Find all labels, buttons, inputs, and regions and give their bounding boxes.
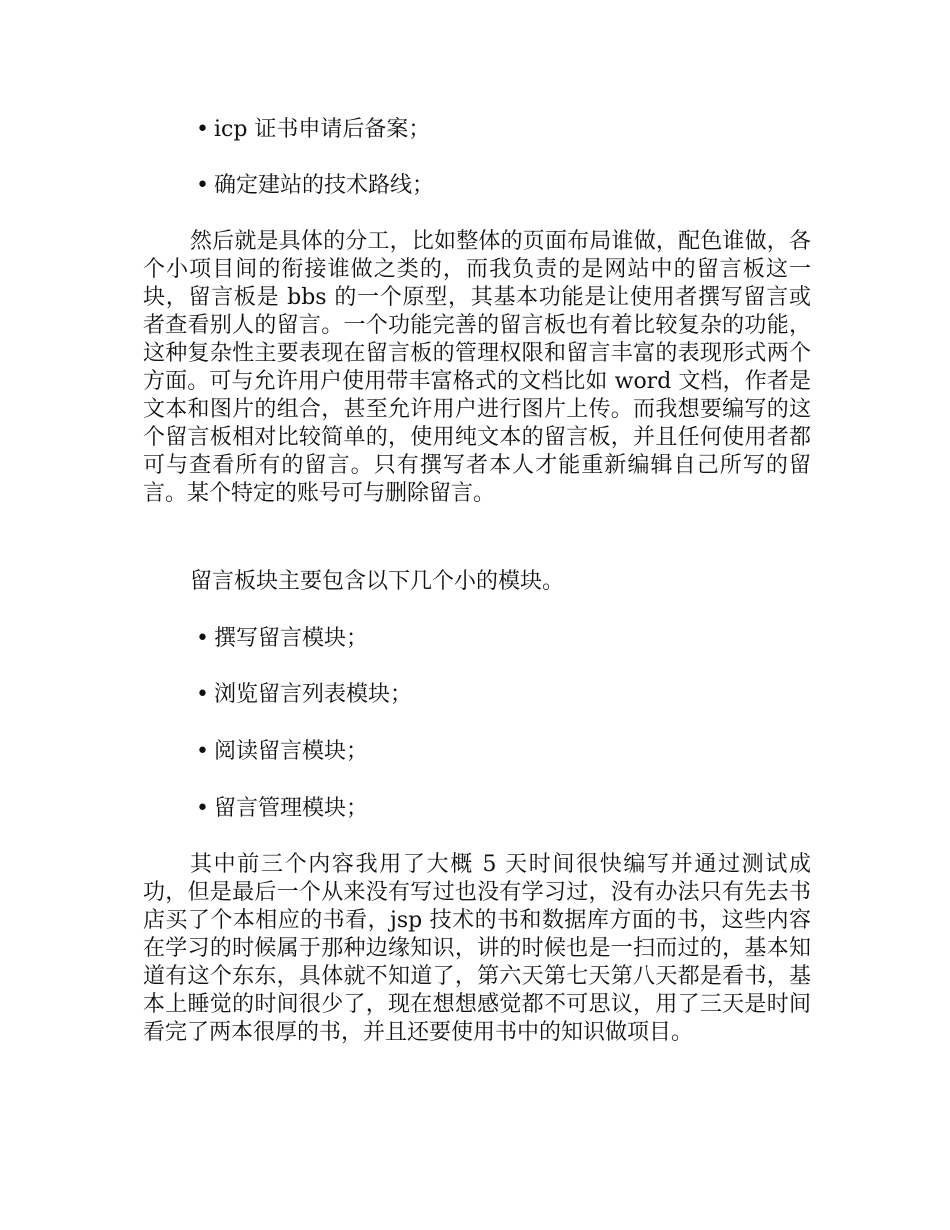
bullet-item-tech-route <box>196 172 434 200</box>
paragraph-division-of-work: 然后就是具体的分工，比如整体的页面布局谁做，配色谁做，各个小项目间的衔接谁做之类的，而我负责的是网站中的留言板这一块，留言板是 bbs 的一个原型，其基本功能是让使用者撰写留言或者查看别人的留言。一个功能完善的留言板也有着比较复杂的功能，这种复杂性主要表现在留言板的管理权限和留言丰富的表现形式两个方面。可与允许用户使用带丰富格式的文档比如 word 文档，作者是文本和图片的组合，甚至允许用户进行图片上传。而我想要编写的这个留言板相对比较简单的，使用纯文本的留言板，并且任何使用者都可与查看所有的留言。只有撰写者本人才能重新编辑自己所写的留言。某个特定的账号可与删除留言。 <box>143 229 811 506</box>
bullet-text: 阅读留言模块； <box>214 739 369 764</box>
bullet-dot: • <box>196 117 209 142</box>
bullet-text: icp 证书申请后备案； <box>214 117 431 142</box>
bullet-dot: • <box>196 796 209 821</box>
paragraph-modules-intro: 留言板块主要包含以下几个小的模块。 <box>190 569 565 594</box>
bullet-dot: • <box>196 626 209 651</box>
bullet-dot: • <box>196 739 209 764</box>
bullet-dot: • <box>196 682 209 707</box>
bullet-item-read-module <box>196 738 368 766</box>
bullet-item-icp <box>196 116 430 144</box>
bullet-text: 留言管理模块； <box>214 796 369 821</box>
bullet-text: 撰写留言模块； <box>214 626 369 651</box>
bullet-text: 确定建站的技术路线； <box>214 173 435 198</box>
bullet-item-write-module <box>196 625 368 653</box>
bullet-item-browse-module <box>196 681 412 709</box>
bullet-text: 浏览留言列表模块； <box>214 682 413 707</box>
bullet-item-manage-module <box>196 795 368 823</box>
paragraph-experience: 其中前三个内容我用了大概 5 天时间很快编写并通过测试成功，但是最后一个从来没有写过也没有学习过，没有办法只有先去书店买了个本相应的书看，jsp 技术的书和数据库方面的书，这些内容在学习的时候属于那种边缘知识，讲的时候也是一扫而过的，基本知道有这个东东，具体就不知道了，第六天第七天第八天都是看书，基本上睡觉的时间很少了，现在想想感觉都不可思议，用了三天是时间看完了两本很厚的书，并且还要使用书中的知识做项目。 <box>143 852 811 1045</box>
bullet-dot: • <box>196 173 209 198</box>
